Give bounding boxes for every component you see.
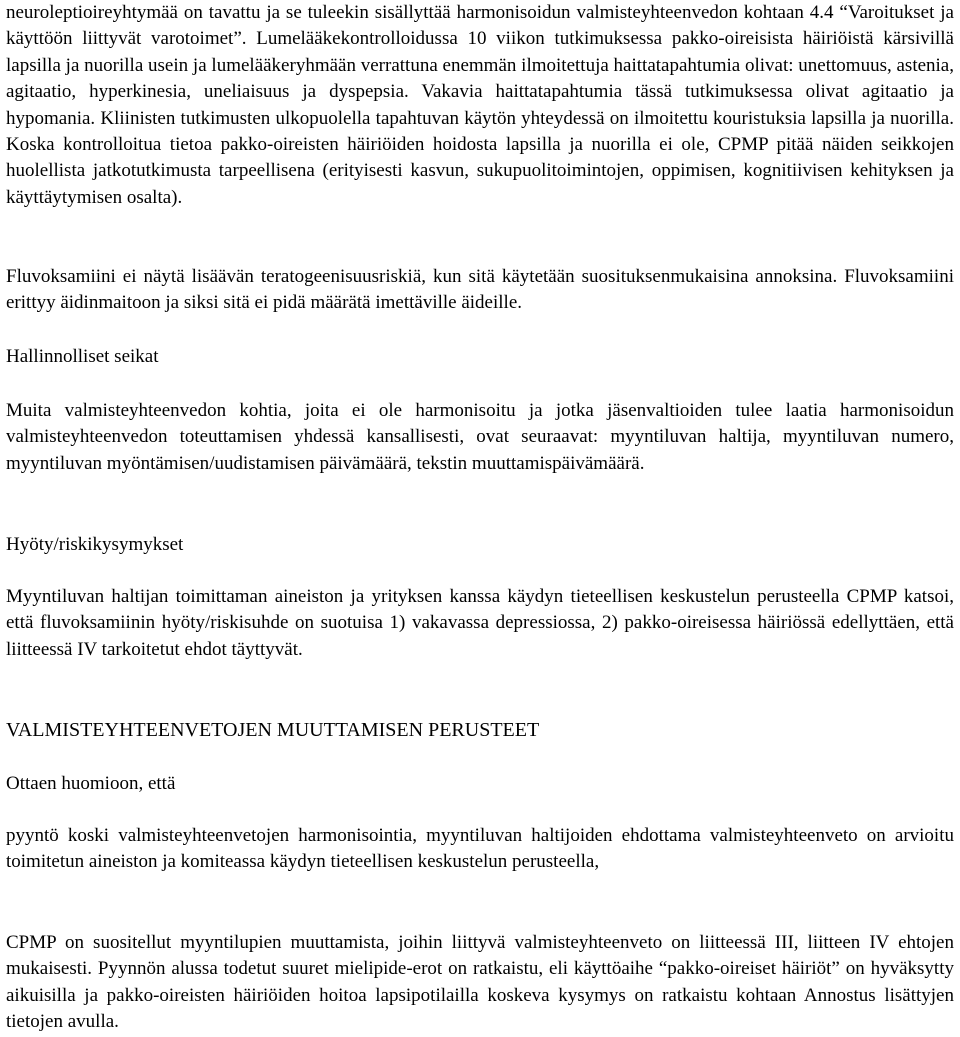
paragraph-adverse-events: neuroleptioireyhtymää on tavattu ja se tuleekin sisällyttää harmonisoidun valmisteyhteenvedon kohtaan 4.4 “Varoitukset ja käyttöön liittyvät varotoimet”. Lumelääkekontrolloidussa 10 viikon tutkimuksessa pakko-oireisista häiriöistä kärsivillä lapsilla ja nuorilla usein ja lumelääkeryhmään verrattuna enemmän ilmoitettuja haittatapahtumia olivat: unettomuus, astenia, agitaatio, hyperkinesia, uneliaisuus ja dyspepsia. Vakavia haittatapahtumia tässä tutkimuksessa olivat agitaatio ja hypomania. Kliinisten tutkimusten ulkopuolella tapahtuvan käytön yhteydessä on ilmoitettu kouristuksia lapsilla ja nuorilla. Koska kontrolloitua tietoa pakko-oireisten häiriöiden hoidosta lapsilla ja nuorilla ei ole, CPMP pitää näiden seikkojen huolellista jatkotutkimusta tarpeellisena (erityisesti kasvun, sukupuolitoimintojen, oppimisen, kognitiivisen kehityksen ja käyttäytymisen osalta). [6,2,954,208]
paragraph-teratogenicity: Fluvoksamiini ei näytä lisäävän teratogeenisuusriskiä, kun sitä käytetään suosituksenmukaisina annoksina. Fluvoksamiini erittyy äidinmaitoon ja siksi sitä ei pidä määrätä imettäville äideille. [6,266,954,314]
paragraph-whereas: Ottaen huomioon, että [6,773,176,794]
heading-benefit-risk: Hyöty/riskikysymykset [6,534,184,555]
paragraph-request: pyyntö koski valmisteyhteenvetojen harmonisointia, myyntiluvan haltijoiden ehdottama valmisteyhteenveto on arvioitu toimitetun aineiston ja komiteassa käydyn tieteellisen keskustelun perusteella, [6,825,954,873]
paragraph-administrative: Muita valmisteyhteenvedon kohtia, joita ei ole harmonisoitu ja jotka jäsenvaltioiden tulee laatia harmonisoidun valmisteyhteenvedon toteuttamisen yhdessä kansallisesti, ovat seuraavat: myyntiluvan haltija, myyntiluvan numero, myyntiluvan myöntämisen/uudistamisen päivämäärä, tekstin muuttamispäivämäärä. [6,400,954,474]
heading-administrative: Hallinnolliset seikat [6,346,159,367]
paragraph-cpmp-recommendation: CPMP on suositellut myyntilupien muuttamista, joihin liittyvä valmisteyhteenveto on liitteessä III, liitteen IV ehtojen mukaisesti. Pyynnön alussa todetut suuret mielipide-erot on ratkaistu, eli käyttöaihe “pakko-oireiset häiriöt” on hyväksytty aikuisilla ja pakko-oireisten häiriöiden hoitoa lapsipotilailla koskeva kysymys on ratkaistu kohtaan Annostus lisättyjen tietojen avulla. [6,932,954,1033]
heading-grounds: VALMISTEYHTEENVETOJEN MUUTTAMISEN PERUSTEET [6,719,540,741]
paragraph-benefit-risk: Myyntiluvan haltijan toimittaman aineiston ja yrityksen kanssa käydyn tieteellisen keskustelun perusteella CPMP katsoi, että fluvoksamiinin hyöty/riskisuhde on suotuisa 1) vakavassa depressiossa, 2) pakko-oireisessa häiriössä edellyttäen, että liitteessä IV tarkoitetut ehdot täyttyvät. [6,586,954,660]
